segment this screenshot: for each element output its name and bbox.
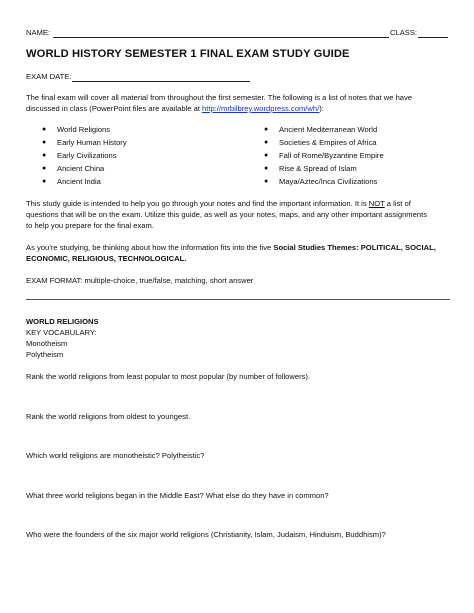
bullet-icon: ● xyxy=(264,126,269,133)
name-field[interactable] xyxy=(53,37,389,38)
themes-line-2: ECONOMIC, RELIGIOUS, TECHNOLOGICAL. xyxy=(26,254,187,263)
topic-item: Ancient China xyxy=(57,164,105,173)
topic-item: Maya/Aztec/Inca Civilizations xyxy=(279,177,378,186)
topic-item: Rise & Spread of Islam xyxy=(279,164,357,173)
guide-text: This study guide is intended to help you go through your notes and find the important information. It is xyxy=(26,199,369,208)
topic-item: Ancient India xyxy=(57,177,101,186)
vocab-term: Polytheism xyxy=(26,350,64,359)
exam-date-field[interactable] xyxy=(72,81,250,82)
study-question: What three world religions began in the Middle East? What else do they have in common? xyxy=(26,491,329,500)
guide-line-3: to help you prepare for the final exam. xyxy=(26,221,154,230)
bullet-icon: ● xyxy=(264,152,269,159)
themes-line-1 xyxy=(26,243,436,253)
topic-item: Fall of Rome/Byzantine Empire xyxy=(279,151,384,160)
study-question: Which world religions are monotheistic? Polytheistic? xyxy=(26,451,205,460)
study-question: Rank the world religions from oldest to youngest. xyxy=(26,412,191,421)
topic-item: Early Human History xyxy=(57,138,127,147)
bullet-icon: ● xyxy=(264,165,269,172)
intro-text-end: ): xyxy=(319,104,324,113)
class-label: CLASS: xyxy=(390,28,418,37)
bullet-icon: ● xyxy=(42,152,47,159)
intro-line-1: The final exam will cover all material from throughout the first semester. The following is a list of notes that we have xyxy=(26,93,413,102)
class-field[interactable] xyxy=(418,37,448,38)
bullet-icon: ● xyxy=(42,126,47,133)
vocab-term: Monotheism xyxy=(26,339,68,348)
guide-line-1 xyxy=(26,199,411,209)
intro-text: discussed in class (PowerPoint files are available at xyxy=(26,104,203,113)
not-emphasis: NOT xyxy=(368,199,385,208)
guide-line-2: questions that will be on the exam. Utilize this guide, as well as your notes, maps, and any other important assignments xyxy=(26,210,427,219)
exam-format: EXAM FORMAT: multiple-choice, true/false, matching, short answer xyxy=(26,276,254,285)
name-label: NAME: xyxy=(26,28,51,37)
vocab-label: KEY VOCABULARY: xyxy=(26,328,97,337)
topic-item: Societies & Empires of Africa xyxy=(279,138,377,147)
topic-item: Ancient Mediterranean World xyxy=(279,125,378,134)
intro-line-2 xyxy=(26,104,324,114)
section-heading: WORLD RELIGIONS xyxy=(26,317,99,326)
bullet-icon: ● xyxy=(264,139,269,146)
section-divider xyxy=(26,299,450,300)
themes-bold: Social Studies Themes: POLITICAL, SOCIAL, xyxy=(273,243,436,252)
topic-item: Early Civilizations xyxy=(57,151,117,160)
bullet-icon: ● xyxy=(42,165,47,172)
topic-item: World Religions xyxy=(57,125,111,134)
bullet-icon: ● xyxy=(42,139,47,146)
study-question: Who were the founders of the six major world religions (Christianity, Islam, Judaism, Hinduism, Buddhism)? xyxy=(26,530,386,539)
bullet-icon: ● xyxy=(42,178,47,185)
page-title: WORLD HISTORY SEMESTER 1 FINAL EXAM STUDY GUIDE xyxy=(26,48,350,60)
powerpoint-link[interactable]: http://mrbilbrey.wordpress.com/wh/ xyxy=(202,104,320,113)
themes-text: As you’re studying, be thinking about how the information fits into the five xyxy=(26,243,274,252)
exam-date-label: EXAM DATE: xyxy=(26,72,72,81)
guide-text-end: a list of xyxy=(384,199,411,208)
bullet-icon: ● xyxy=(264,178,269,185)
study-question: Rank the world religions from least popular to most popular (by number of followers). xyxy=(26,372,311,381)
